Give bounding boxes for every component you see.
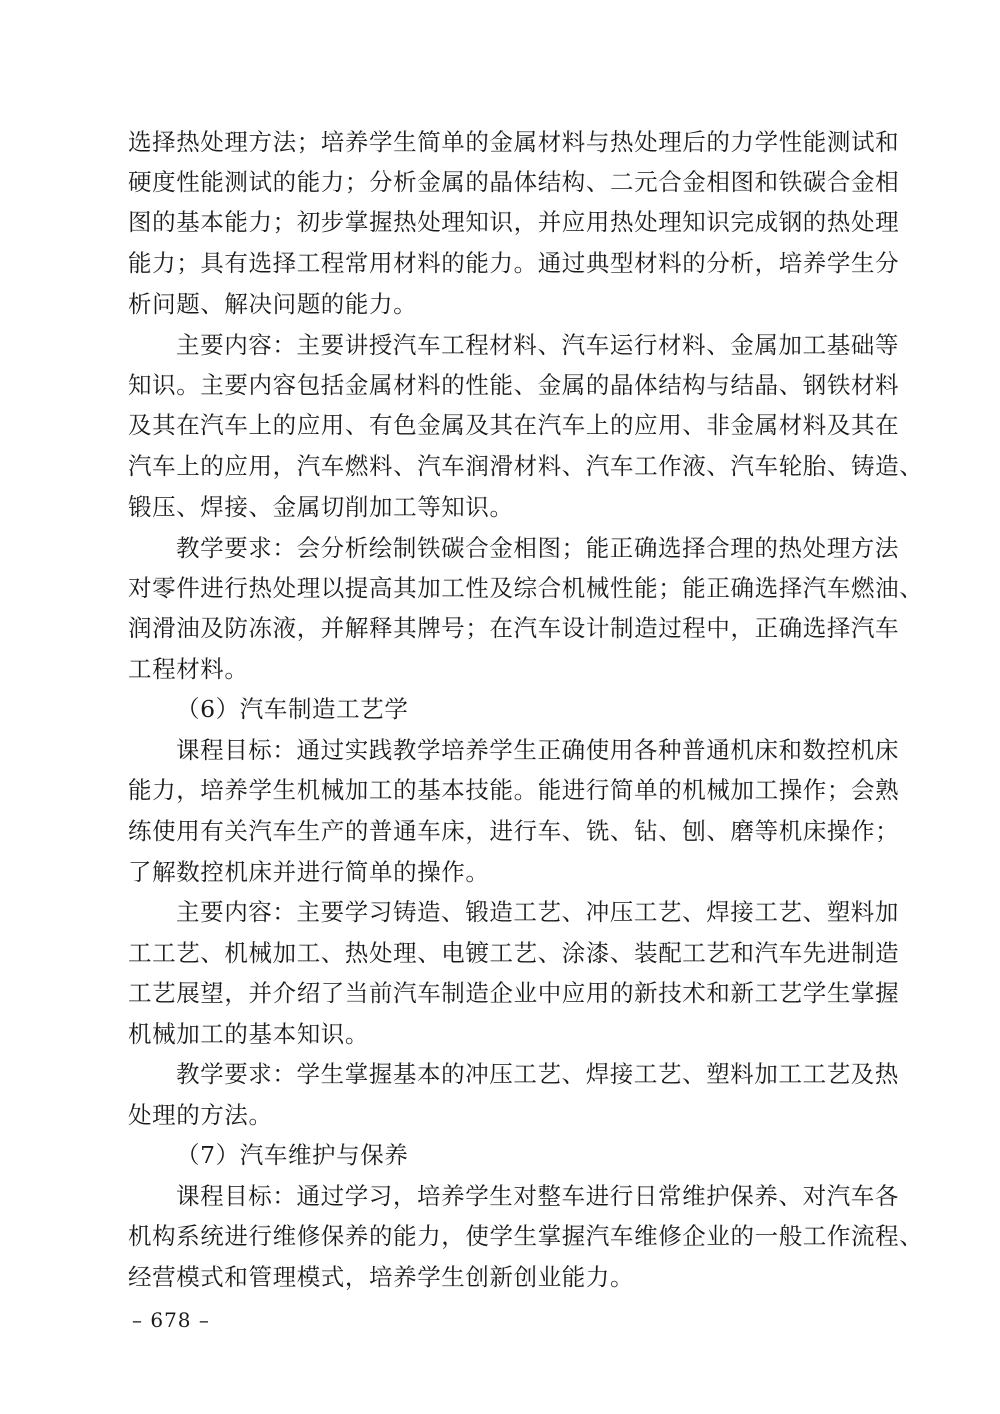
paragraph-line: 经营模式和管理模式，培养学生创新创业能力。 — [128, 1263, 635, 1291]
paragraph-line: 知识。主要内容包括金属材料的性能、金属的晶体结构与结晶、钢铁材料 — [128, 371, 900, 399]
paragraph-line: 锻压、焊接、金属切削加工等知识。 — [128, 493, 514, 521]
paragraph-line: 对零件进行热处理以提高其加工性及综合机械性能；能正确选择汽车燃油、 — [128, 574, 924, 602]
paragraph-line: 汽车上的应用，汽车燃料、汽车润滑材料、汽车工作液、汽车轮胎、铸造、 — [128, 452, 924, 480]
section-heading: （7）汽车维护与保养 — [176, 1141, 409, 1169]
paragraph-line: 了解数控机床并进行简单的操作。 — [128, 858, 490, 886]
page-number: – 678 – — [132, 1308, 210, 1332]
paragraph-line: 选择热处理方法；培养学生简单的金属材料与热处理后的力学性能测试和 — [128, 128, 900, 156]
paragraph-line: 工艺展望，并介绍了当前汽车制造企业中应用的新技术和新工艺学生掌握 — [128, 979, 900, 1007]
paragraph-line: 主要内容：主要学习铸造、锻造工艺、冲压工艺、焊接工艺、塑料加 — [176, 898, 899, 926]
paragraph-line: 课程目标：通过实践教学培养学生正确使用各种普通机床和数控机床 — [176, 736, 899, 764]
paragraph-line: 教学要求：会分析绘制铁碳合金相图；能正确选择合理的热处理方法 — [176, 534, 899, 562]
paragraph-line: 硬度性能测试的能力；分析金属的晶体结构、二元合金相图和铁碳合金相 — [128, 168, 900, 196]
paragraph-line: 练使用有关汽车生产的普通车床，进行车、铣、钻、刨、磨等机床操作； — [128, 817, 900, 845]
paragraph-line: 工程材料。 — [128, 655, 249, 683]
paragraph-line: 教学要求：学生掌握基本的冲压工艺、焊接工艺、塑料加工工艺及热 — [176, 1060, 899, 1088]
paragraph-line: 工工艺、机械加工、热处理、电镀工艺、涂漆、装配工艺和汽车先进制造 — [128, 939, 900, 967]
paragraph-line: 处理的方法。 — [128, 1101, 273, 1129]
paragraph-line: 能力，培养学生机械加工的基本技能。能进行简单的机械加工操作；会熟 — [128, 776, 900, 804]
paragraph-line: 润滑油及防冻液，并解释其牌号；在汽车设计制造过程中，正确选择汽车 — [128, 614, 900, 642]
paragraph-line: 及其在汽车上的应用、有色金属及其在汽车上的应用、非金属材料及其在 — [128, 411, 900, 439]
section-heading: （6）汽车制造工艺学 — [176, 695, 409, 723]
paragraph-line: 析问题、解决问题的能力。 — [128, 290, 418, 318]
paragraph-line: 图的基本能力；初步掌握热处理知识，并应用热处理知识完成钢的热处理 — [128, 208, 900, 236]
paragraph-line: 机械加工的基本知识。 — [128, 1020, 369, 1048]
paragraph-line: 能力；具有选择工程常用材料的能力。通过典型材料的分析，培养学生分 — [128, 249, 900, 277]
paragraph-line: 机构系统进行维修保养的能力，使学生掌握汽车维修企业的一般工作流程、 — [128, 1222, 924, 1250]
paragraph-line: 课程目标：通过学习，培养学生对整车进行日常维护保养、对汽车各 — [176, 1182, 899, 1210]
paragraph-line: 主要内容：主要讲授汽车工程材料、汽车运行材料、金属加工基础等 — [176, 331, 899, 359]
